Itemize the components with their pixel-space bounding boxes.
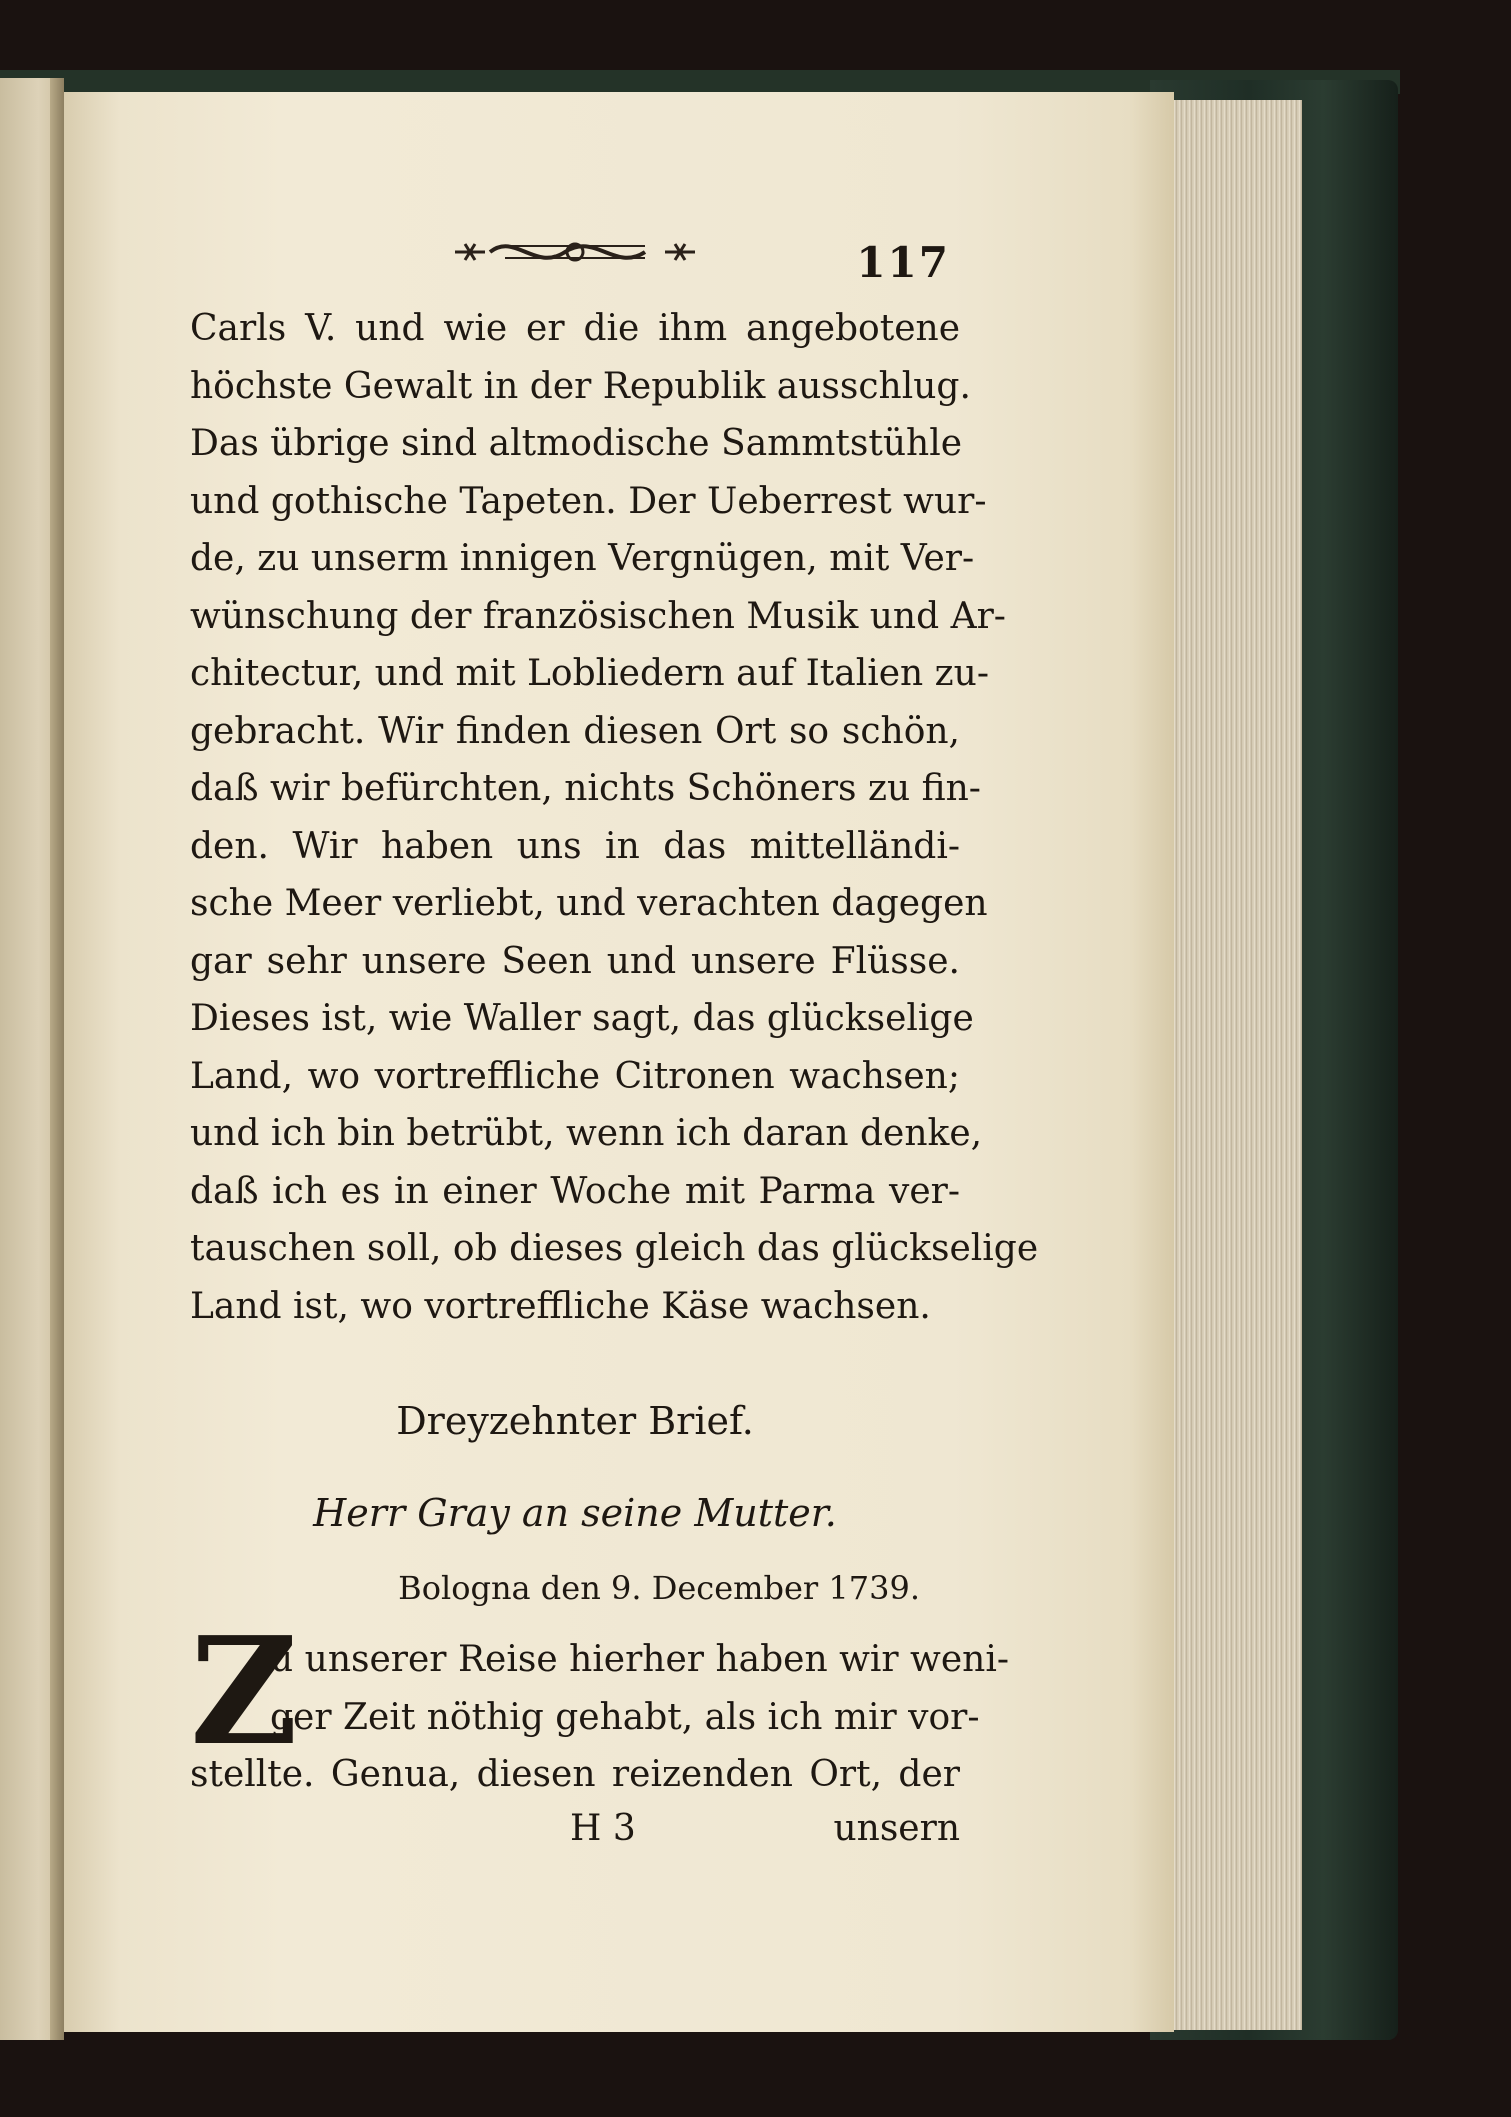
letter-title: Dreyzehnter Brief. <box>396 1399 754 1443</box>
text-line: Dieses ist, wie Waller sagt, das glückselige <box>190 998 974 1039</box>
text-line: höchste Gewalt in der Republik ausschlug. <box>190 365 971 407</box>
text-line: sche Meer verliebt, und verachten dagegen <box>190 883 988 924</box>
letter-date: Bologna den 9. December 1739. <box>398 1569 920 1607</box>
text-line: gebracht. Wir finden diesen Ort so schön, <box>190 710 960 752</box>
text-line: daß ich es in einer Woche mit Parma ver- <box>190 1170 960 1212</box>
drop-cap: Z <box>190 1604 299 1778</box>
page-footer <box>190 1808 960 1868</box>
body-text <box>190 300 1039 1335</box>
ornament-icon <box>445 232 705 272</box>
text-line: de, zu unserm innigen Vergnügen, mit Ver- <box>190 538 975 579</box>
book-gutter <box>50 78 64 2040</box>
page-header <box>190 200 960 300</box>
letter-subtitle: Herr Gray an seine Mutter. <box>313 1491 837 1535</box>
page-number: 117 <box>856 238 950 287</box>
signature-mark: H 3 <box>570 1807 636 1849</box>
text-line: ger Zeit nöthig gehabt, als ich mir vor- <box>270 1696 980 1738</box>
text-line: Carls V. und wie er die ihm angebotene <box>190 308 960 349</box>
text-line: wünschung der französischen Musik und Ar- <box>190 595 1006 637</box>
page-content <box>190 200 1039 1868</box>
text-line: stellte. Genua, diesen reizenden Ort, der <box>190 1754 960 1795</box>
text-line: gar sehr unsere Seen und unsere Flüsse. <box>190 940 960 982</box>
text-line: u unserer Reise hierher haben wir weni- <box>270 1639 1010 1680</box>
text-line: Land, wo vortreffliche Citronen wachsen; <box>190 1055 960 1097</box>
text-line: den. Wir haben uns in das mittelländi- <box>190 825 960 867</box>
text-line: chitectur, und mit Lobliedern auf Italien zu- <box>190 653 989 694</box>
text-line: Land ist, wo vortreffliche Käse wachsen. <box>190 1285 931 1327</box>
text-line: und gothische Tapeten. Der Ueberrest wur- <box>190 480 987 522</box>
text-line: und ich bin betrübt, wenn ich daran denke, <box>190 1113 983 1154</box>
text-line: tauschen soll, ob dieses gleich das glückselige <box>190 1228 1039 1269</box>
text-line: Das übrige sind altmodische Sammtstühle <box>190 423 963 464</box>
page-edges <box>1166 100 1302 2030</box>
catchword: unsern <box>833 1807 960 1849</box>
text-line: daß wir befürchten, nichts Schöners zu fin- <box>190 768 981 809</box>
letter-opening <box>190 1604 1010 1804</box>
